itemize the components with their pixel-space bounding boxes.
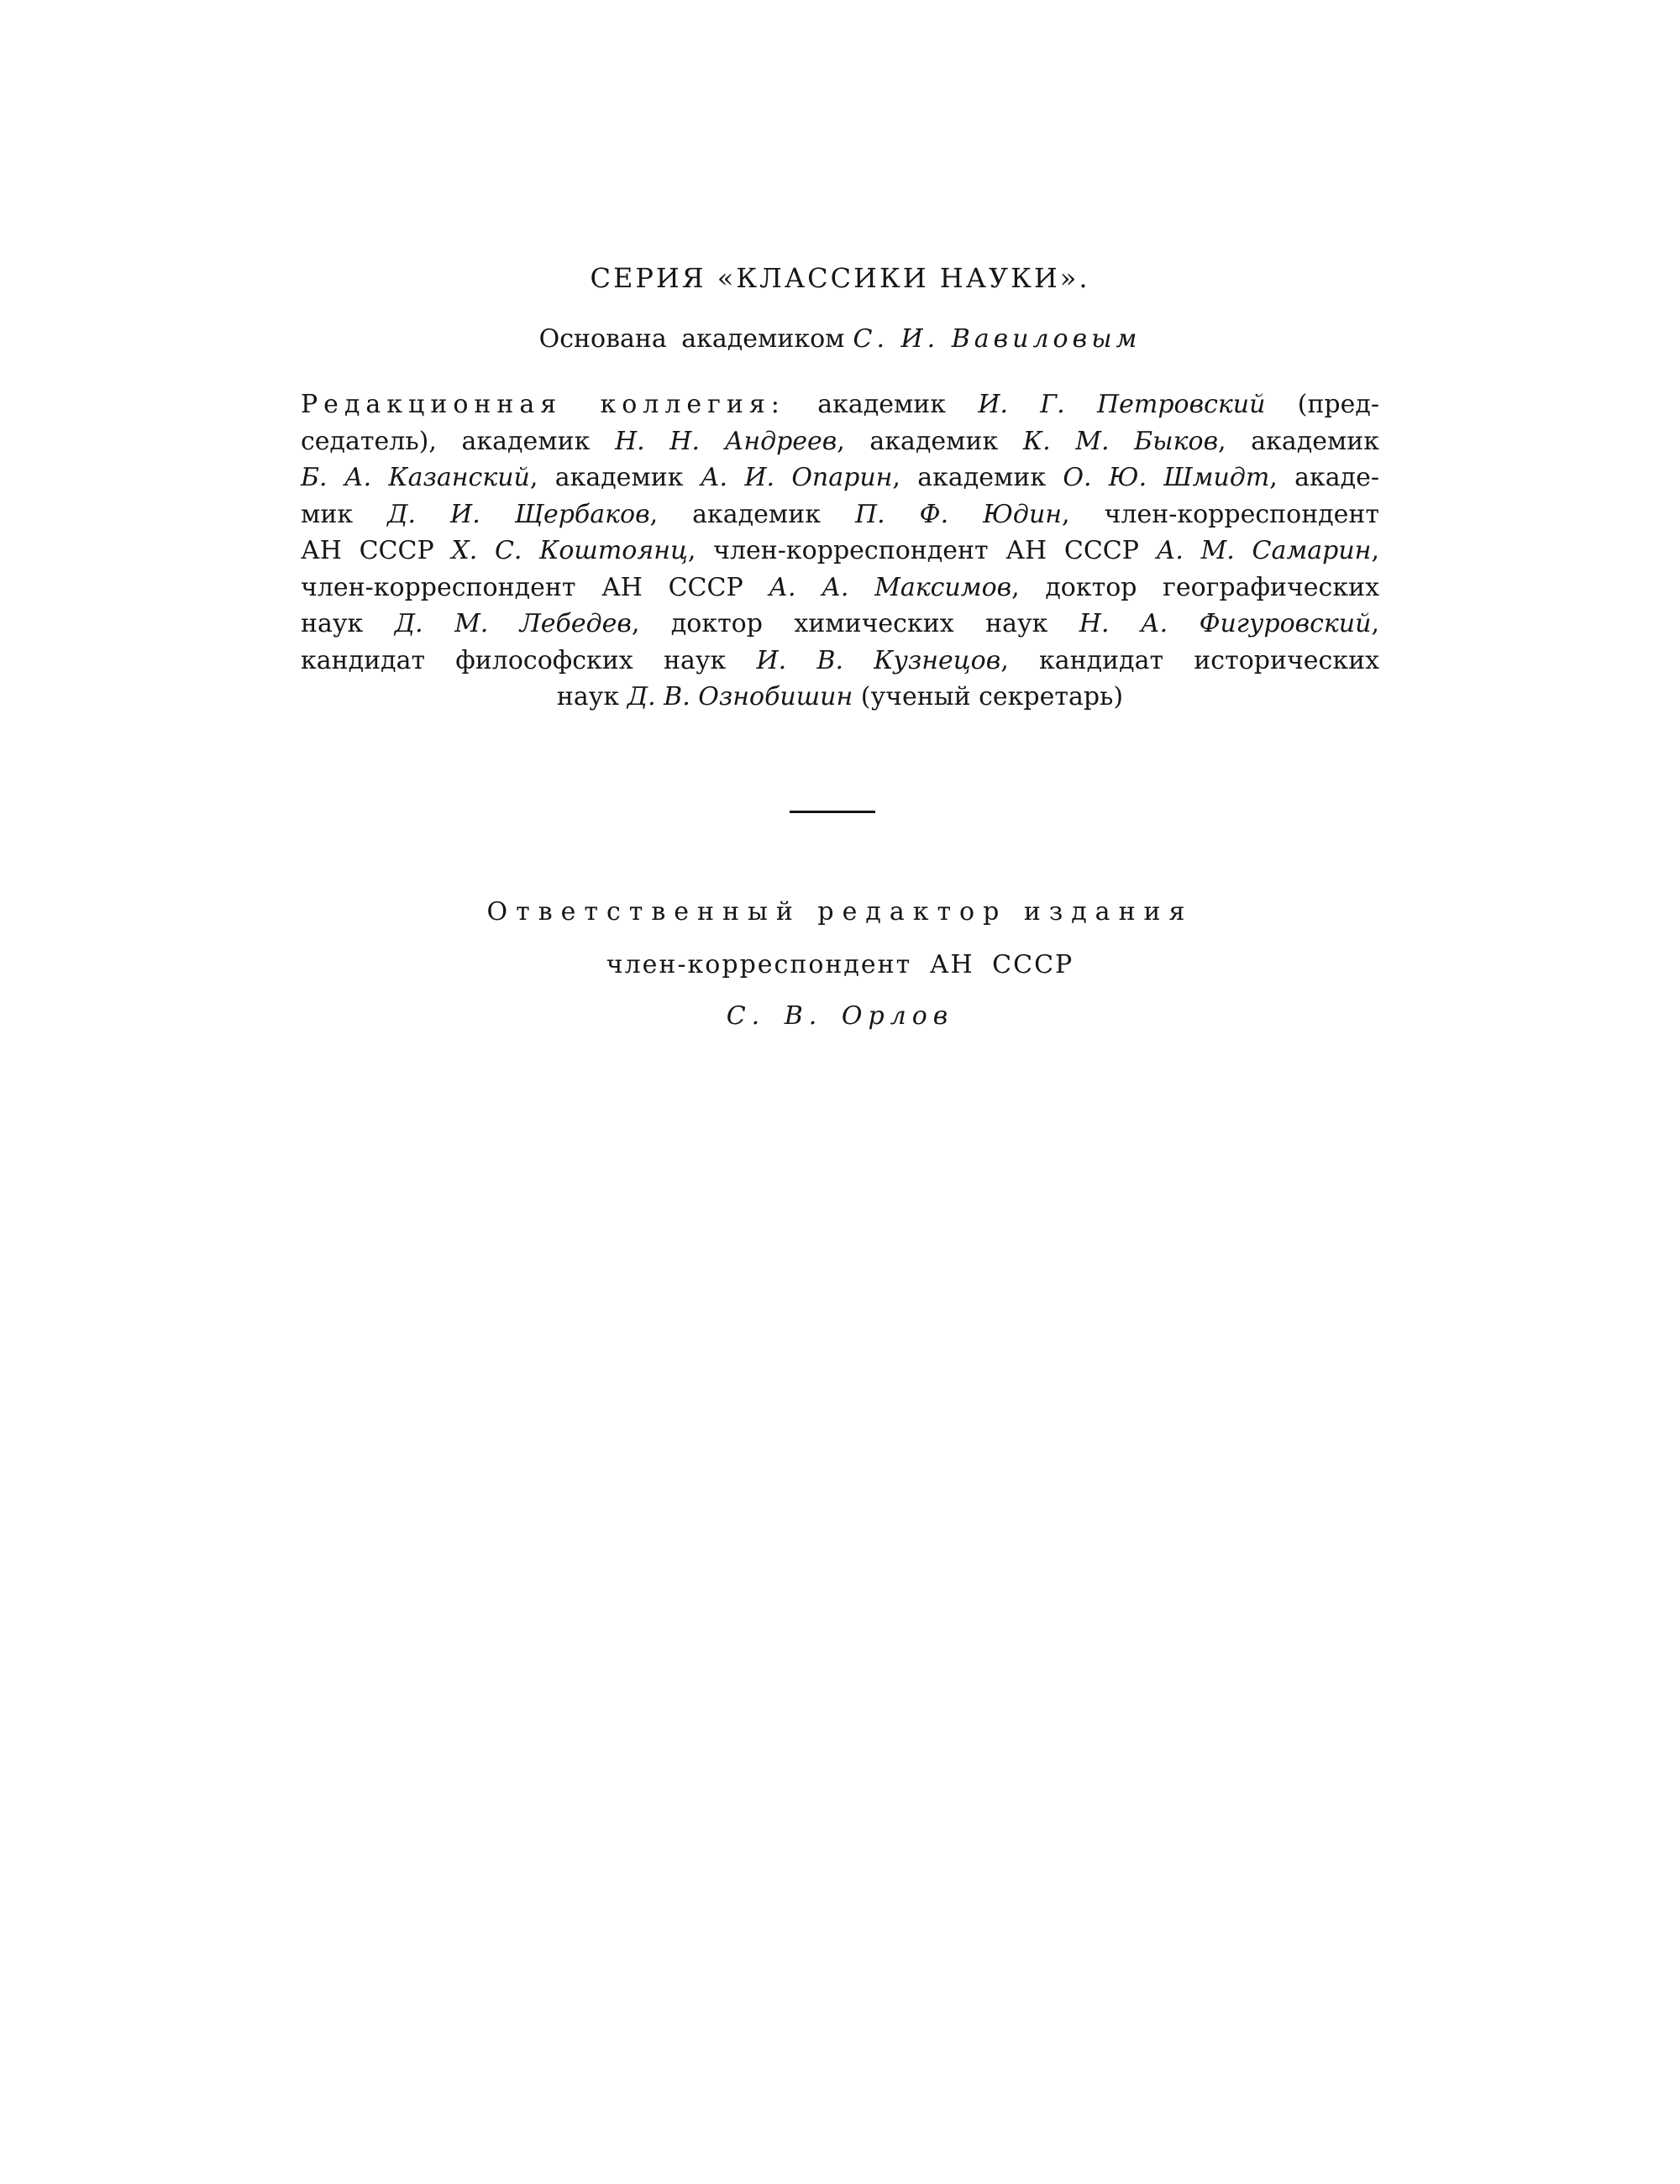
text-segment: академик bbox=[785, 390, 979, 419]
text-segment: член-корреспондент АН СССР bbox=[301, 572, 769, 602]
text-segment: наук bbox=[301, 609, 395, 638]
text-segment: , академик bbox=[649, 499, 855, 529]
text-segment: , академик bbox=[529, 463, 701, 492]
text-segment: Н. Н. Андреев bbox=[614, 426, 837, 456]
text-segment: Х. С. Коштоянц bbox=[451, 536, 688, 565]
editorial-board-line bbox=[301, 570, 1379, 606]
text-segment: (пред- bbox=[1265, 390, 1380, 419]
responsible-editor-name: С. В. Орлов bbox=[726, 1001, 954, 1031]
editorial-board-line bbox=[301, 679, 1379, 716]
text-segment: , член-корреспондент bbox=[1062, 499, 1379, 529]
text-segment: П. Ф. Юдин bbox=[854, 499, 1063, 529]
editorial-board-line bbox=[301, 643, 1379, 680]
editorial-board-line bbox=[301, 423, 1379, 460]
founder-name: С. И. Вавиловым bbox=[853, 324, 1142, 354]
text-segment: , академик bbox=[892, 463, 1063, 492]
text-segment: (ученый секретарь) bbox=[853, 682, 1124, 711]
text-segment: Б. А. Казанский bbox=[301, 463, 530, 492]
text-segment: А. И. Опарин bbox=[700, 463, 893, 492]
editorial-board-line bbox=[301, 386, 1379, 423]
text-segment: , доктор химических наук bbox=[631, 609, 1079, 638]
editorial-board-line bbox=[301, 459, 1379, 496]
responsible-editor-heading: Ответственный редактор издания bbox=[486, 897, 1194, 927]
text-segment: , член-корреспондент АН СССР bbox=[687, 536, 1157, 565]
text-segment: кандидат философских наук bbox=[301, 645, 757, 675]
text-segment: А. А. Максимов bbox=[769, 572, 1012, 602]
text-segment: , академик bbox=[1218, 426, 1380, 456]
text-segment: Д. М. Лебедев bbox=[394, 609, 632, 638]
text-segment: Редакционная коллегия: bbox=[301, 390, 785, 419]
text-segment: , bbox=[1371, 609, 1379, 638]
text-segment: , академик bbox=[837, 426, 1023, 456]
text-segment: Д. И. Щербаков bbox=[387, 499, 650, 529]
editorial-board-line bbox=[301, 606, 1379, 643]
text-segment: седатель), академик bbox=[301, 426, 615, 456]
text-segment: Н. А. Фигуровский bbox=[1079, 609, 1372, 638]
text-segment: , акаде- bbox=[1269, 463, 1379, 492]
series-title: СЕРИЯ «КЛАССИКИ НАУКИ». bbox=[590, 262, 1090, 294]
text-segment: И. В. Кузнецов bbox=[756, 645, 1001, 675]
editorial-board-paragraph bbox=[301, 386, 1379, 716]
section-divider-rule bbox=[790, 811, 875, 813]
text-segment: Д. В. Ознобишин bbox=[627, 682, 853, 711]
editorial-board-line bbox=[301, 533, 1379, 570]
text-segment: И. Г. Петровский bbox=[978, 390, 1266, 419]
text-segment: К. М. Быков bbox=[1022, 426, 1219, 456]
text-segment: , bbox=[1371, 536, 1379, 565]
editorial-board-line bbox=[301, 496, 1379, 533]
text-segment: мик bbox=[301, 499, 388, 529]
responsible-editor-rank: член-корреспондент АН СССР bbox=[606, 950, 1074, 979]
text-segment: , кандидат исторических bbox=[1000, 645, 1380, 675]
text-segment: наук bbox=[556, 682, 627, 711]
founded-prefix: Основана академиком bbox=[538, 324, 845, 354]
text-segment: О. Ю. Шмидт bbox=[1063, 463, 1270, 492]
text-segment: АН СССР bbox=[301, 536, 452, 565]
text-segment: , доктор географических bbox=[1011, 572, 1380, 602]
text-segment: А. М. Самарин bbox=[1156, 536, 1372, 565]
founded-line bbox=[0, 324, 1680, 354]
